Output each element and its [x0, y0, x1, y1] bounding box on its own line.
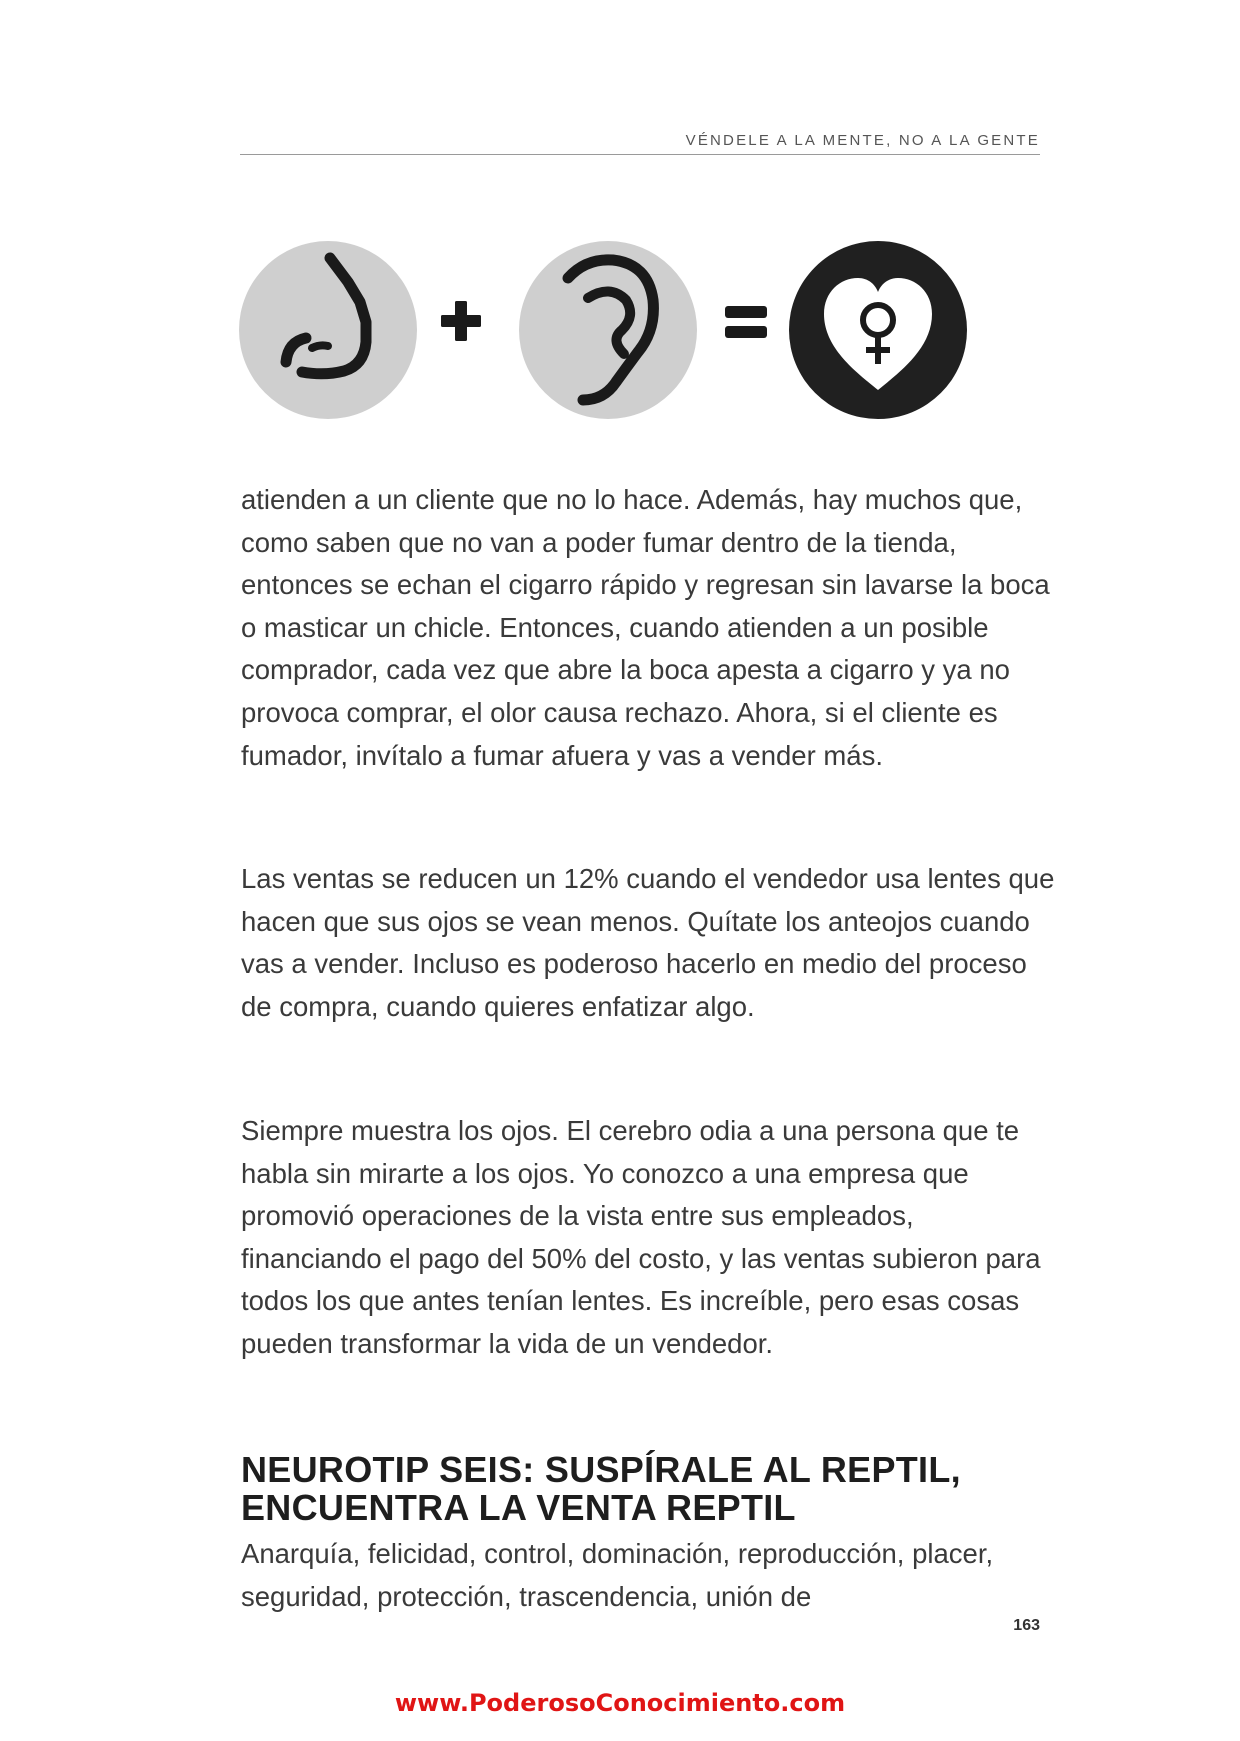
paragraph-2-text: Las ventas se reducen un 12% cuando el vendedor usa lentes que hacen que sus ojos se vean menos. Quítate los anteojos cuando vas a vender. Incluso es poderoso hacerlo en medio del proceso de compra, cuando quieres enfatizar algo.: [241, 863, 1055, 1022]
paragraph-2: [241, 858, 1061, 1028]
paragraph-1-text: atienden a un cliente que no lo hace. Además, hay muchos que, como saben que no van a poder fumar dentro de la tienda, entonces se echan el cigarro rápido y regresan sin lavarse la boca o masticar un chicle. Entonces, cuando atienden a un posible comprador, cada vez que abre la boca apesta a cigarro y ya no provoca comprar, el olor causa rechazo. Ahora, si el cliente es fumador, invítalo a fumar afuera y vas a vender más.: [241, 484, 1050, 771]
paragraph-3: [241, 1110, 1061, 1366]
section-heading-line-2: ENCUENTRA LA VENTA REPTIL: [241, 1487, 796, 1528]
header-rule: [240, 154, 1040, 155]
website-url[interactable]: www.PoderosoConocimiento.com: [394, 1689, 846, 1717]
heart-venus-icon: [789, 241, 967, 419]
running-header: VÉNDELE A LA MENTE, NO A LA GENTE: [685, 132, 1040, 149]
nose-icon: [239, 241, 417, 419]
paragraph-1: [241, 479, 1061, 777]
section-heading-line-1: NEUROTIP SEIS: SUSPÍRALE AL REPTIL,: [241, 1449, 961, 1490]
section-heading: [241, 1451, 1061, 1527]
section-subtext: Anarquía, felicidad, control, dominación, reproducción, placer, seguridad, protección, trascendencia, unión de: [241, 1538, 994, 1612]
page-number: 163: [1013, 1617, 1040, 1634]
plus-icon: [441, 301, 481, 341]
senses-illustration: [238, 240, 1038, 420]
ear-icon: [519, 241, 697, 419]
paragraph-3-text: Siempre muestra los ojos. El cerebro odia a una persona que te habla sin mirarte a los ojos. Yo conozco a una empresa que promovió operaciones de la vista entre sus empleados, financiando el pago del 50% del costo, y las ventas subieron para todos los que antes tenían lentes. Es increíble, pero esas cosas pueden transformar la vida de un vendedor.: [241, 1115, 1041, 1359]
equals-icon: [725, 306, 767, 338]
